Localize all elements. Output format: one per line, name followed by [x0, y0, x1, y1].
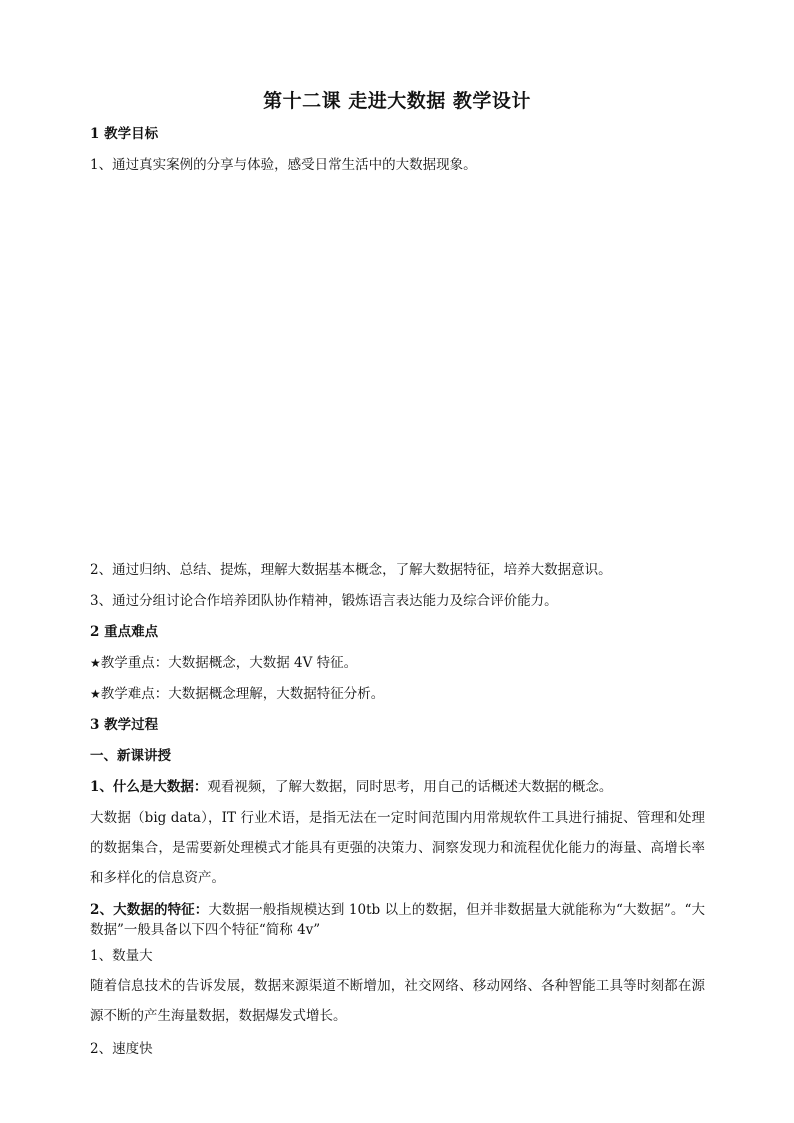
section-heading-goals: 1 教学目标: [90, 126, 159, 142]
big-data-definition: 大数据（big data），IT 行业术语，是指无法在一定时间范围内用常规软件工具进行捕捉、管理和处理的数据集合，是需要新处理模式才能具有更强的决策力、洞察发现力和流程优化能力的海量、高增长率和多样化的信息资产。: [90, 810, 705, 886]
section-heading-key-points: 2 重点难点: [90, 624, 159, 640]
question-2-label: 2、大数据的特征：: [90, 902, 209, 918]
key-point-text: 教学重点：大数据概念，大数据 4V 特征。: [100, 655, 358, 671]
question-1-text: 观看视频，了解大数据，同时思考，用自己的话概述大数据的概念。: [207, 779, 613, 795]
difficult-point-text: 教学难点：大数据概念理解，大数据特征分析。: [100, 686, 385, 702]
page-title: 第十二课 走进大数据 教学设计: [263, 90, 531, 112]
star-icon: ★: [90, 687, 101, 701]
goal-item-1: 1、通过真实案例的分享与体验，感受日常生活中的大数据现象。: [90, 157, 477, 173]
difficult-point: [90, 684, 384, 704]
goal-item-3: 3、通过分组讨论合作培养团队协作精神，锻炼语言表达能力及综合评价能力。: [90, 593, 558, 609]
feature-1-text: 随着信息技术的告诉发展，数据来源渠道不断增加，社交网络、移动网络、各种智能工具等时刻都在源源不断的产生海量数据，数据爆发式增长。: [90, 978, 705, 1024]
feature-1-title: 1、数量大: [90, 948, 153, 964]
question-1: [90, 777, 612, 797]
key-point: [90, 653, 357, 673]
question-2-text: 大数据一般指规模达到 10tb 以上的数据，但并非数据量大就能称为“大数据”。“大数据”一般具备以下四个特征“简称 4v”: [90, 902, 705, 938]
question-2: [90, 900, 705, 940]
section-heading-process: 3 教学过程: [90, 717, 159, 733]
goal-item-2: 2、通过归纳、总结、提炼，理解大数据基本概念，了解大数据特征，培养大数据意识。: [90, 562, 612, 578]
feature-2-title: 2、速度快: [90, 1041, 153, 1057]
star-icon: ★: [90, 656, 101, 670]
subsection-heading-new-lesson: 一、新课讲授: [90, 748, 171, 764]
question-1-label: 1、什么是大数据：: [90, 779, 208, 795]
